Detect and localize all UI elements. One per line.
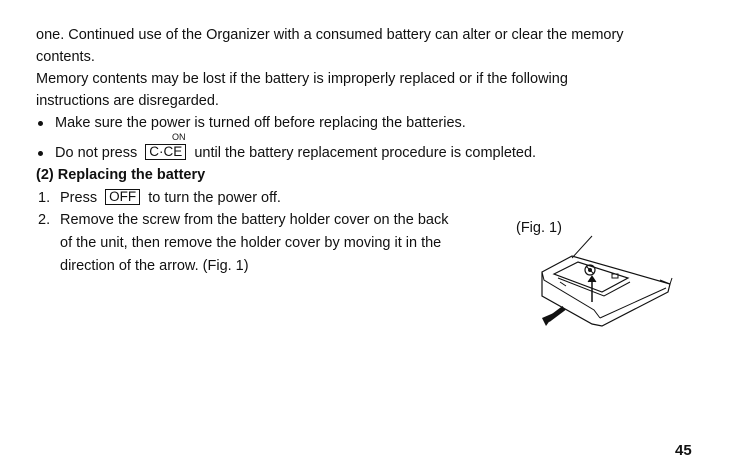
step-2-line-1: Remove the screw from the battery holder cover on the back xyxy=(60,212,449,228)
step-2-line-2: of the unit, then remove the holder cover by moving it in the xyxy=(60,235,442,251)
step-1-before: Press xyxy=(60,190,98,206)
bullet-1-text: Make sure the power is turned off before replacing the batteries. xyxy=(55,115,466,131)
step-1-text xyxy=(60,189,281,207)
paragraph-1-line-2: contents. xyxy=(36,49,95,65)
bullet-2-text xyxy=(55,144,536,162)
paragraph-1-line-1: one. Continued use of the Organizer with a consumed battery can alter or clear the memory xyxy=(36,27,624,43)
step-2-line-3: direction of the arrow. (Fig. 1) xyxy=(60,258,249,274)
off-key-label: OFF xyxy=(105,189,140,205)
bullet-dot xyxy=(38,121,43,126)
step-1-number: 1. xyxy=(38,190,51,206)
on-key-superscript: ON xyxy=(172,132,186,142)
bullet-dot xyxy=(38,151,43,156)
cce-key-label: C·CE xyxy=(145,144,186,160)
figure-caption: (Fig. 1) xyxy=(516,220,562,236)
paragraph-2-line-2: instructions are disregarded. xyxy=(36,93,219,109)
page-number: 45 xyxy=(675,442,692,459)
step-2-number: 2. xyxy=(38,212,51,228)
section-heading: (2) Replacing the battery xyxy=(36,167,206,183)
battery-holder-illustration-icon xyxy=(520,222,680,342)
bullet-2-before: Do not press xyxy=(55,145,138,161)
bullet-2-after: until the battery replacement procedure is completed. xyxy=(194,145,537,161)
step-1-after: to turn the power off. xyxy=(148,190,281,206)
paragraph-2-line-1: Memory contents may be lost if the battery is improperly replaced or if the following xyxy=(36,71,568,87)
